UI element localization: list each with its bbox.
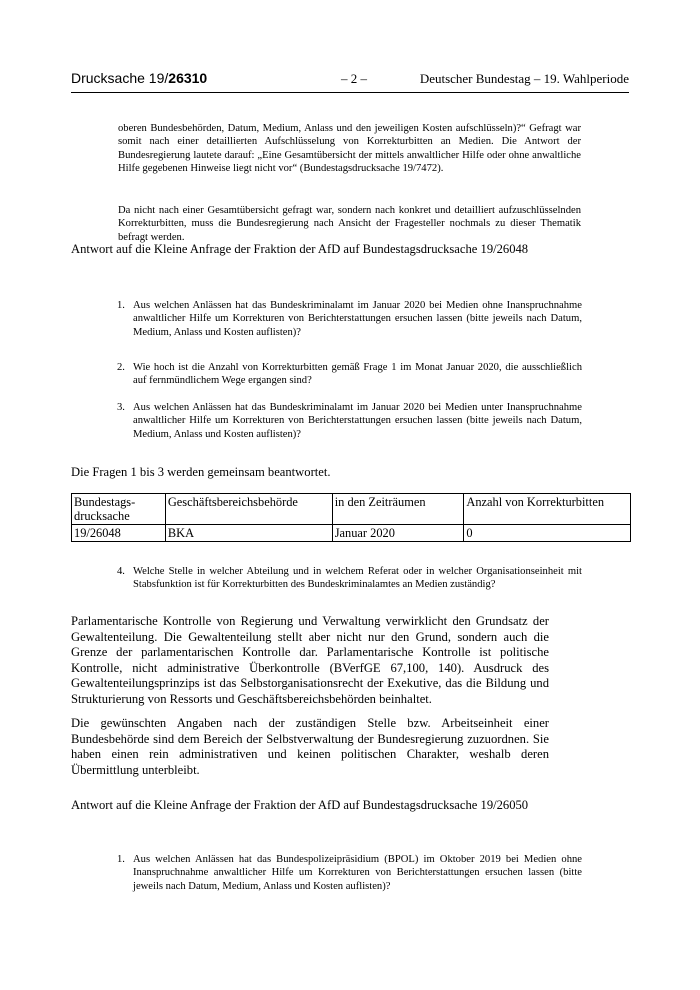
document-number-value: 26310 <box>168 70 208 86</box>
question-text: Aus welchen Anlässen hat das Bundeskriminalamt im Januar 2020 bei Medien ohne Inanspruchnahme anwaltlicher Hilfe um Korrekturen von Berichterstattungen ersuchen lassen (bitte jeweils nach Datum, Medium, Anlass und Kosten auflisten)? <box>133 300 582 338</box>
answer-heading-1: Antwort auf die Kleine Anfrage der Fraktion der AfD auf Bundestagsdrucksache 19/26048 <box>71 242 529 256</box>
question-1 <box>117 299 582 339</box>
question-2 <box>117 361 582 388</box>
question-number: 4. <box>117 566 125 577</box>
question-number: 3. <box>117 402 125 413</box>
question-text: Aus welchen Anlässen hat das Bundeskriminalamt im Januar 2020 bei Medien unter Inanspruchnahme anwaltlicher Hilfe um Korrekturen von Berichterstattungen ersuchen lassen (bitte jeweils nach Datum, Medium, Anlass und Kosten auflisten)? <box>133 402 582 440</box>
corrections-table <box>71 493 631 542</box>
question-text: Wie hoch ist die Anzahl von Korrekturbitten gemäß Frage 1 im Monat Januar 2020, die ausschließlich auf fernmündlichem Wege ergangen sind? <box>133 362 582 387</box>
question-bpol-1 <box>117 853 582 893</box>
table-cell: BKA <box>165 525 332 542</box>
question-number: 2. <box>117 362 125 373</box>
question-text: Aus welchen Anlässen hat das Bundespolizeipräsidium (BPOL) im Oktober 2019 bei Medien ohne Inanspruchnahme anwaltlicher Hilfe um Korrekturen von Berichterstattungen ersuchen lassen (bitte jeweils nach Datum, Medium, Anlass und Kosten auflisten)? <box>133 854 582 892</box>
publisher: Deutscher Bundestag – 19. Wahlperiode <box>419 71 629 86</box>
page-number: – 2 – <box>341 71 367 86</box>
requested-info-paragraph: Die gewünschten Angaben nach der zuständigen Stelle bzw. Arbeitseinheit einer Bundesbehörde sind dem Bereich der Selbstverwaltung der Bundesregierung zuzuordnen. Sie haben einen rein administrativen und keinen politischen Charakter, weshalb deren Übermittlung unterbleibt. <box>71 716 549 777</box>
document-label: Drucksache 19/ <box>71 70 169 86</box>
table-header-cell: in den Zeiträumen <box>332 494 464 525</box>
table-header-row <box>72 494 631 525</box>
table-header-cell: Geschäftsbereichsbehörde <box>165 494 332 525</box>
intro-paragraph: oberen Bundesbehörden, Datum, Medium, Anlass und den jeweiligen Kosten aufschlüsseln)?“ Gefragt war somit nach einer detaillierten Aufschlüsselung von Korrekturbitten an Medien. Die Antwort der Bundesregierung lautete darauf: „Eine Gesamtübersicht der mittels anwaltlicher Hilfe oder ohne anwaltliche Hilfe gegebenen Hinweise liegt nicht vor“ (Bundestagsdrucksache 19/7472). <box>118 123 581 174</box>
question-4 <box>117 565 582 592</box>
table-cell: Januar 2020 <box>332 525 464 542</box>
table-cell: 19/26048 <box>72 525 166 542</box>
question-3 <box>117 401 582 441</box>
table-header-cell: Bundestagsdrucksache <box>72 494 166 525</box>
document-number <box>71 70 207 86</box>
question-number: 1. <box>117 300 125 311</box>
question-number: 1. <box>117 854 125 865</box>
table-cell: 0 <box>464 525 631 542</box>
table-row <box>72 525 631 542</box>
table-header-cell: Anzahl von Korrekturbitten <box>464 494 631 525</box>
page-header <box>71 70 629 93</box>
joint-answer-note: Die Fragen 1 bis 3 werden gemeinsam beantwortet. <box>71 465 331 479</box>
control-paragraph: Parlamentarische Kontrolle von Regierung und Verwaltung verwirklicht den Grundsatz der Gewaltenteilung. Die Gewaltenteilung stellt aber nicht nur den Grund, sondern auch die Grenze der parlamentarischen Kontrolle dar. Parlamentarische Kontrolle ist politische Kontrolle, nicht administrative Überkontrolle (BVerfGE 67,100, 140). Ausdruck des Gewaltenteilungsprinzips ist das Selbstorganisationsrecht der Exekutive, das die Bildung und Strukturierung von Ressorts und Geschäftsbereichsbehörden beinhaltet. <box>71 614 549 706</box>
question-text: Welche Stelle in welcher Abteilung und in welchem Referat oder in welcher Organisationseinheit mit Stabsfunktion ist für Korrekturbitten des Bundeskriminalamtes an Medien zuständig? <box>133 566 582 591</box>
intro-paragraph-2: Da nicht nach einer Gesamtübersicht gefragt war, sondern nach konkret und detailliert aufzuschlüsselnden Korrekturbitten, muss die Bundesregierung nach Ansicht der Fragesteller nochmals zu dieser Thematik befragt werden. <box>118 205 581 243</box>
answer-heading-2: Antwort auf die Kleine Anfrage der Fraktion der AfD auf Bundestagsdrucksache 19/26050 <box>71 798 529 812</box>
